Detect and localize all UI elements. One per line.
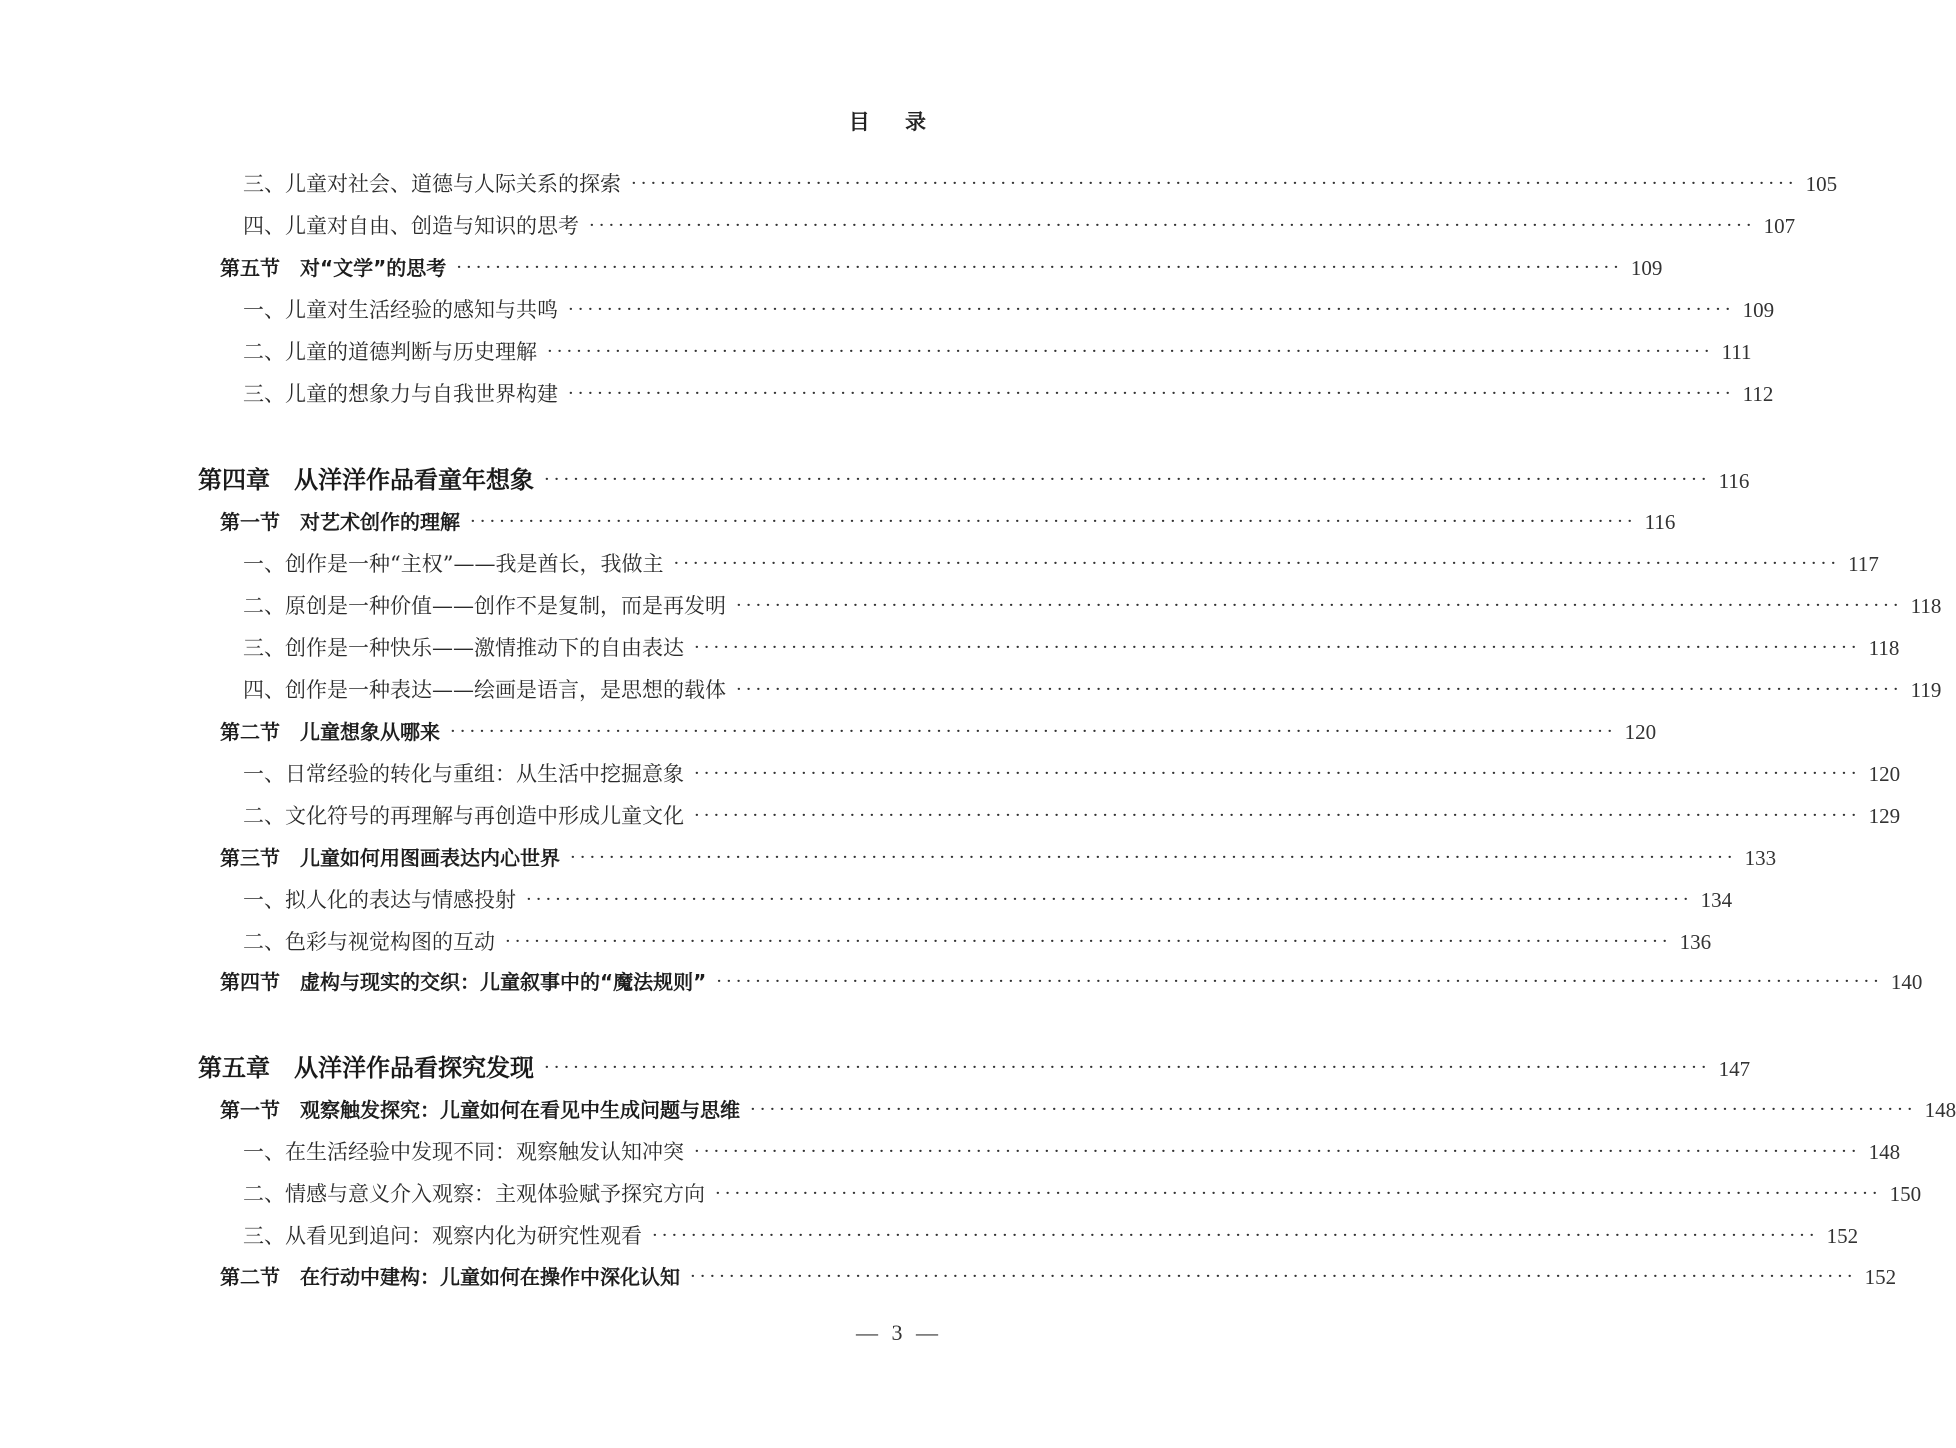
toc-item-entry — [243, 205, 1796, 247]
toc-entry-page-number: 109 — [1630, 256, 1663, 280]
dot-leader: ························································································································ — [694, 1141, 1861, 1162]
toc-section-entry — [220, 711, 1657, 753]
toc-entry-page-number: 116 — [1644, 510, 1676, 534]
toc-entry-page-number: 111 — [1721, 340, 1752, 364]
dot-leader: ························································································································ — [673, 553, 1841, 574]
toc-entry-title: 第一节 对艺术创作的理解 — [220, 510, 460, 534]
toc-entry-title: 第五章 从洋洋作品看探究发现 — [198, 1054, 534, 1082]
dot-leader: ························································································································ — [568, 299, 1735, 320]
toc-entry-title: 第三节 儿童如何用图画表达内心世界 — [220, 846, 560, 870]
toc-entry-title: 二、情感与意义介入观察：主观体验赋予探究方向 — [243, 1182, 705, 1206]
dot-leader: ························································································································ — [589, 215, 1756, 236]
toc-entry-page-number: 150 — [1889, 1182, 1922, 1206]
toc-entry-title: 第五节 对“文学”的思考 — [220, 256, 447, 280]
toc-entry-title: 一、拟人化的表达与情感投射 — [243, 888, 516, 912]
toc-chapter-entry — [198, 459, 1750, 501]
toc-entry-page-number: 133 — [1744, 846, 1777, 870]
dot-leader: ························································································································ — [694, 805, 1861, 826]
dot-leader: ························································································································ — [652, 1225, 1819, 1246]
toc-item-entry — [243, 669, 1942, 711]
toc-entry-title: 第四节 虚构与现实的交织：儿童叙事中的“魔法规则” — [220, 970, 707, 994]
dot-leader: ························································································································ — [690, 1266, 1857, 1287]
toc-entry-page-number: 152 — [1864, 1265, 1897, 1289]
toc-entry-title: 一、日常经验的转化与重组：从生活中挖掘意象 — [243, 762, 684, 786]
toc-entry-title: 三、儿童的想象力与自我世界构建 — [243, 382, 558, 406]
toc-entry-title: 第一节 观察触发探究：儿童如何在看见中生成问题与思维 — [220, 1098, 740, 1122]
dot-leader: ························································································································ — [736, 595, 1903, 616]
dot-leader: ························································································································ — [526, 889, 1693, 910]
toc-entry-page-number: 119 — [1910, 678, 1942, 702]
toc-item-entry — [243, 585, 1942, 627]
dot-leader: ························································································································ — [544, 1057, 1711, 1078]
toc-item-entry — [243, 879, 1733, 921]
dot-leader: ························································································································ — [736, 679, 1903, 700]
toc-item-entry — [243, 331, 1752, 373]
toc-item-entry — [243, 921, 1712, 963]
toc-entry-page-number: 134 — [1700, 888, 1733, 912]
toc-entry-page-number: 117 — [1848, 552, 1879, 576]
toc-section-entry — [220, 247, 1663, 289]
toc-entry-title: 第四章 从洋洋作品看童年想象 — [198, 466, 534, 494]
dot-leader: ························································································································ — [694, 763, 1861, 784]
toc-entry-page-number: 148 — [1924, 1098, 1956, 1122]
toc-entry-title: 二、儿童的道德判断与历史理解 — [243, 340, 537, 364]
toc-entry-page-number: 120 — [1624, 720, 1657, 744]
toc-item-entry — [243, 373, 1774, 415]
toc-item-entry — [243, 543, 1879, 585]
toc-entry-title: 三、创作是一种快乐——激情推动下的自由表达 — [243, 636, 684, 660]
toc-entry-title: 四、创作是一种表达——绘画是语言，是思想的载体 — [243, 678, 726, 702]
dot-leader: ························································································································ — [694, 637, 1861, 658]
dot-leader: ························································································································ — [570, 847, 1737, 868]
toc-entry-page-number: 148 — [1868, 1140, 1901, 1164]
toc-section-entry — [220, 501, 1676, 543]
dot-leader: ························································································································ — [544, 469, 1711, 490]
dot-leader: ························································································································ — [750, 1099, 1917, 1120]
toc-entry-title: 二、色彩与视觉构图的互动 — [243, 930, 495, 954]
toc-section-entry — [220, 1089, 1956, 1131]
toc-entry-page-number: 118 — [1910, 594, 1942, 618]
toc-entry-title: 第二节 在行动中建构：儿童如何在操作中深化认知 — [220, 1265, 680, 1289]
toc-item-entry — [243, 1173, 1922, 1215]
toc-entry-page-number: 129 — [1868, 804, 1901, 828]
toc-entry-page-number: 118 — [1868, 636, 1900, 660]
toc-entry-title: 二、文化符号的再理解与再创造中形成儿童文化 — [243, 804, 684, 828]
toc-entry-title: 第二节 儿童想象从哪来 — [220, 720, 440, 744]
toc-item-entry — [243, 753, 1901, 795]
toc-item-entry — [243, 1131, 1901, 1173]
dot-leader: ························································································································ — [631, 173, 1798, 194]
dot-leader: ························································································································ — [505, 931, 1672, 952]
dot-leader: ························································································································ — [568, 383, 1735, 404]
toc-section-entry — [220, 1256, 1897, 1298]
dot-leader: ························································································································ — [470, 511, 1637, 532]
toc-entry-title: 一、在生活经验中发现不同：观察触发认知冲突 — [243, 1140, 684, 1164]
toc-entry-title: 三、从看见到追问：观察内化为研究性观看 — [243, 1224, 642, 1248]
toc-section-entry — [220, 961, 1923, 1003]
toc-entry-page-number: 120 — [1868, 762, 1901, 786]
toc-entry-page-number: 112 — [1742, 382, 1774, 406]
toc-item-entry — [243, 1215, 1859, 1257]
page-header-title: 目 录 — [848, 110, 940, 134]
toc-entry-title: 二、原创是一种价值——创作不是复制，而是再发明 — [243, 594, 726, 618]
toc-chapter-entry — [198, 1047, 1751, 1089]
toc-entry-page-number: 109 — [1742, 298, 1775, 322]
toc-entry-title: 一、儿童对生活经验的感知与共鸣 — [243, 298, 558, 322]
toc-entry-title: 三、儿童对社会、道德与人际关系的探索 — [243, 172, 621, 196]
page-number: — 3 — — [856, 1320, 942, 1345]
toc-entry-title: 四、儿童对自由、创造与知识的思考 — [243, 214, 579, 238]
toc-entry-page-number: 105 — [1805, 172, 1838, 196]
toc-section-entry — [220, 837, 1777, 879]
dot-leader: ························································································································ — [716, 971, 1883, 992]
dot-leader: ························································································································ — [715, 1183, 1882, 1204]
toc-entry-title: 一、创作是一种“主权”——我是酋长，我做主 — [243, 552, 664, 576]
toc-item-entry — [243, 289, 1775, 331]
toc-item-entry — [243, 795, 1901, 837]
toc-entry-page-number: 116 — [1718, 469, 1750, 493]
dot-leader: ························································································································ — [450, 721, 1617, 742]
dot-leader: ························································································································ — [456, 257, 1623, 278]
toc-item-entry — [243, 627, 1900, 669]
toc-item-entry — [243, 163, 1838, 205]
toc-entry-page-number: 140 — [1890, 970, 1923, 994]
dot-leader: ························································································································ — [547, 341, 1714, 362]
toc-entry-page-number: 136 — [1679, 930, 1712, 954]
toc-entry-page-number: 147 — [1718, 1057, 1751, 1081]
toc-entry-page-number: 107 — [1763, 214, 1796, 238]
toc-entry-page-number: 152 — [1826, 1224, 1859, 1248]
